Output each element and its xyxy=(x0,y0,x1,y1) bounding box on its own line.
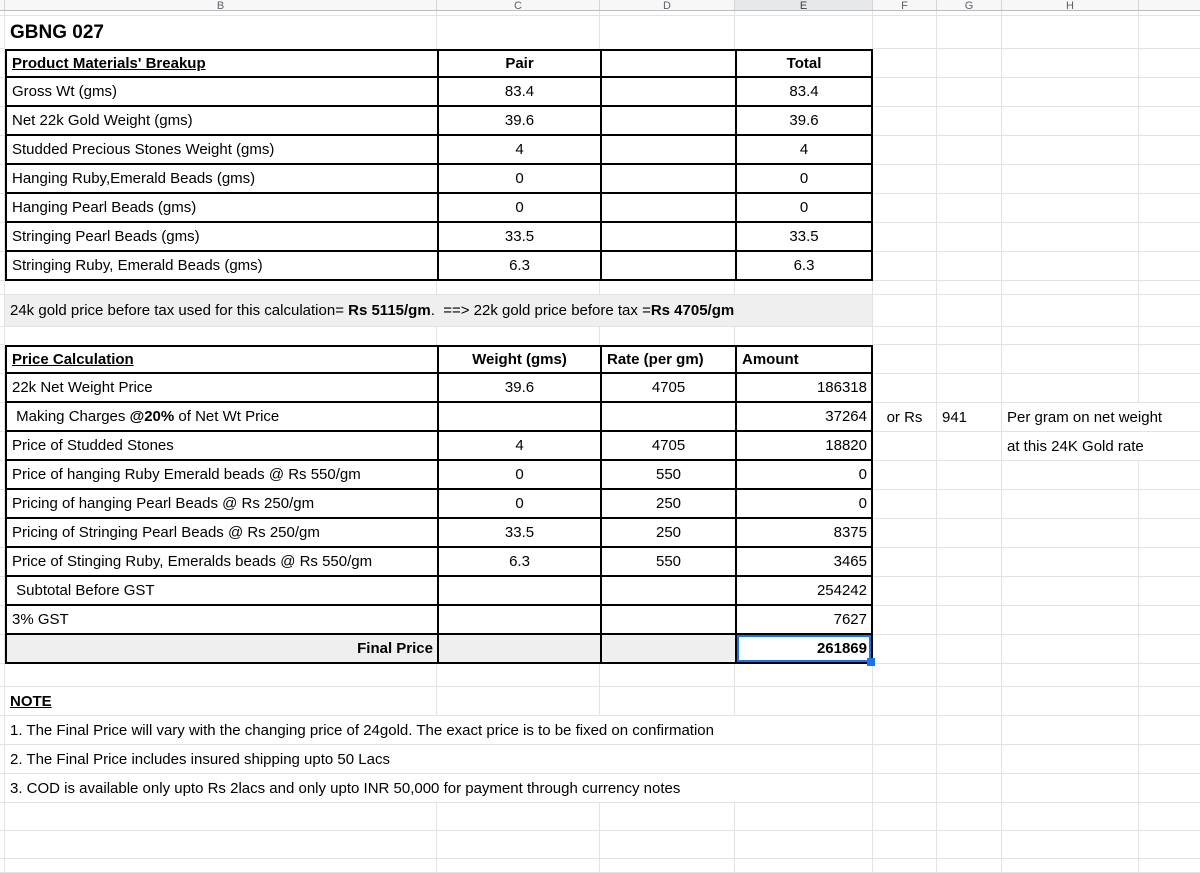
materials-col-pair[interactable]: Pair xyxy=(437,49,600,78)
materials-row xyxy=(0,194,1200,223)
empty-cell[interactable] xyxy=(873,859,937,873)
price-col-rate[interactable]: Rate (per gm) xyxy=(600,345,735,374)
materials-row xyxy=(0,78,1200,107)
price-row-amount[interactable]: 8375 xyxy=(735,519,873,548)
price-row-amount[interactable]: 18820 xyxy=(735,432,873,461)
side-note-line1[interactable]: Per gram on net weight xyxy=(1002,403,1200,432)
empty-cell[interactable] xyxy=(873,194,937,223)
empty-cell[interactable] xyxy=(1002,16,1139,49)
empty-cell[interactable] xyxy=(937,281,1002,295)
price-row-final xyxy=(0,635,1200,664)
price-col-amount[interactable]: Amount xyxy=(735,345,873,374)
final-price-amount-selected-cell[interactable] xyxy=(735,635,873,664)
price-row-weight[interactable]: 0 xyxy=(437,490,600,519)
materials-row-pair[interactable]: 6.3 xyxy=(437,252,600,281)
materials-row-total[interactable]: 83.4 xyxy=(735,78,873,107)
sheet-title-cell[interactable] xyxy=(5,16,437,49)
price-header-row xyxy=(0,345,1200,374)
empty-cell[interactable] xyxy=(1002,519,1139,548)
empty-cell[interactable] xyxy=(1002,859,1139,873)
gold-note-row xyxy=(0,295,1200,327)
empty-cell[interactable] xyxy=(873,548,937,577)
empty-cell[interactable] xyxy=(735,664,873,687)
empty-cell[interactable] xyxy=(600,859,735,873)
gold-price-note[interactable] xyxy=(5,295,873,327)
empty-cell[interactable] xyxy=(1002,745,1139,774)
empty-cell[interactable] xyxy=(1139,252,1200,281)
empty-cell[interactable] xyxy=(937,606,1002,635)
empty-cell[interactable] xyxy=(5,327,437,345)
materials-col-total[interactable]: Total xyxy=(735,49,873,78)
price-row-weight[interactable] xyxy=(437,403,600,432)
price-row-weight[interactable]: 33.5 xyxy=(437,519,600,548)
price-row xyxy=(0,432,1200,461)
materials-row xyxy=(0,223,1200,252)
empty-cell[interactable] xyxy=(937,327,1002,345)
empty-cell[interactable] xyxy=(873,461,937,490)
price-row-amount[interactable]: 0 xyxy=(735,461,873,490)
gold-note-part2: . ==> 22k gold price before tax = xyxy=(430,302,651,319)
empty-cell[interactable] xyxy=(873,664,937,687)
price-row xyxy=(0,461,1200,490)
empty-cell[interactable] xyxy=(873,136,937,165)
empty-cell[interactable] xyxy=(437,577,600,606)
price-row-rate[interactable]: 550 xyxy=(600,461,735,490)
empty-cell[interactable] xyxy=(1139,577,1200,606)
materials-row-pair[interactable]: 0 xyxy=(437,165,600,194)
materials-row-total[interactable]: 39.6 xyxy=(735,107,873,136)
empty-cell[interactable] xyxy=(600,635,735,664)
empty-cell[interactable] xyxy=(1139,635,1200,664)
empty-cell[interactable] xyxy=(1002,803,1139,831)
empty-cell[interactable] xyxy=(937,461,1002,490)
empty-cell[interactable] xyxy=(600,107,735,136)
empty-cell[interactable] xyxy=(1139,107,1200,136)
gold-note-22k-price: Rs 4705/gm xyxy=(650,302,735,319)
final-price-label[interactable]: Final Price xyxy=(5,635,437,664)
empty-cell[interactable] xyxy=(937,345,1002,374)
empty-cell[interactable] xyxy=(937,831,1002,859)
price-row-rate[interactable]: 4705 xyxy=(600,432,735,461)
price-row-rate[interactable] xyxy=(600,403,735,432)
price-row-weight[interactable]: 0 xyxy=(437,461,600,490)
empty-cell[interactable] xyxy=(437,16,600,49)
empty-cell[interactable] xyxy=(873,745,937,774)
empty-cell[interactable] xyxy=(1139,490,1200,519)
empty-cell[interactable] xyxy=(873,774,937,803)
empty-cell[interactable] xyxy=(5,803,437,831)
empty-cell[interactable] xyxy=(1002,774,1139,803)
empty-cell[interactable] xyxy=(437,635,600,664)
empty-row xyxy=(0,859,1200,873)
empty-cell[interactable] xyxy=(873,16,937,49)
empty-row xyxy=(0,664,1200,687)
empty-cell[interactable] xyxy=(735,281,873,295)
empty-cell[interactable] xyxy=(1139,78,1200,107)
empty-cell[interactable] xyxy=(1002,281,1139,295)
empty-cell[interactable] xyxy=(873,374,937,403)
note-row xyxy=(0,745,1200,774)
empty-cell[interactable] xyxy=(937,490,1002,519)
empty-cell[interactable] xyxy=(1002,687,1139,716)
empty-cell[interactable] xyxy=(873,490,937,519)
empty-cell[interactable] xyxy=(735,803,873,831)
price-row-amount[interactable]: 7627 xyxy=(735,606,873,635)
empty-cell[interactable] xyxy=(5,859,437,873)
price-row-label[interactable]: Price of Studded Stones xyxy=(5,432,437,461)
side-note-line2[interactable]: at this 24K Gold rate xyxy=(1002,432,1200,461)
materials-row-pair[interactable]: 83.4 xyxy=(437,78,600,107)
empty-cell[interactable] xyxy=(1139,716,1200,745)
empty-cell[interactable] xyxy=(735,327,873,345)
note-heading-row xyxy=(0,687,1200,716)
price-row-rate[interactable]: 550 xyxy=(600,548,735,577)
price-row xyxy=(0,519,1200,548)
empty-cell[interactable] xyxy=(1139,687,1200,716)
empty-row xyxy=(0,281,1200,295)
empty-cell[interactable] xyxy=(735,687,873,716)
empty-cell[interactable] xyxy=(873,295,937,327)
empty-cell[interactable] xyxy=(1002,165,1139,194)
price-row xyxy=(0,374,1200,403)
empty-cell[interactable] xyxy=(1002,606,1139,635)
materials-row-label[interactable]: Studded Precious Stones Weight (gms) xyxy=(5,136,437,165)
price-row-subtotal xyxy=(0,577,1200,606)
empty-cell[interactable] xyxy=(1139,374,1200,403)
materials-row-label[interactable]: Gross Wt (gms) xyxy=(5,78,437,107)
materials-header-row xyxy=(0,49,1200,78)
empty-row xyxy=(0,327,1200,345)
materials-row-total[interactable]: 0 xyxy=(735,194,873,223)
empty-cell[interactable] xyxy=(1002,295,1139,327)
price-row-label[interactable]: Pricing of hanging Pearl Beads @ Rs 250/gm xyxy=(5,490,437,519)
price-row-label[interactable]: 3% GST xyxy=(5,606,437,635)
column-header-E-selected[interactable]: E xyxy=(735,0,873,10)
empty-cell[interactable] xyxy=(437,831,600,859)
empty-cell[interactable] xyxy=(1139,745,1200,774)
empty-cell[interactable] xyxy=(873,606,937,635)
empty-cell[interactable] xyxy=(937,716,1002,745)
empty-cell[interactable] xyxy=(937,194,1002,223)
note-item[interactable]: 1. The Final Price will vary with the changing price of 24gold. The exact price is to be fixed on confirmation xyxy=(5,716,873,745)
empty-cell[interactable] xyxy=(873,519,937,548)
empty-cell[interactable] xyxy=(600,194,735,223)
empty-cell[interactable] xyxy=(1139,859,1200,873)
empty-cell[interactable] xyxy=(1002,327,1139,345)
empty-cell[interactable] xyxy=(5,664,437,687)
empty-cell[interactable] xyxy=(937,374,1002,403)
empty-cell[interactable] xyxy=(937,548,1002,577)
empty-cell[interactable] xyxy=(600,577,735,606)
empty-cell[interactable] xyxy=(1139,194,1200,223)
empty-cell[interactable] xyxy=(1002,78,1139,107)
materials-row-label[interactable]: Net 22k Gold Weight (gms) xyxy=(5,107,437,136)
column-header-H[interactable]: H xyxy=(1002,0,1139,10)
empty-cell[interactable] xyxy=(1002,49,1139,78)
empty-cell[interactable] xyxy=(873,78,937,107)
price-row-amount[interactable]: 186318 xyxy=(735,374,873,403)
empty-cell[interactable] xyxy=(937,519,1002,548)
empty-cell[interactable] xyxy=(937,223,1002,252)
empty-cell[interactable] xyxy=(937,745,1002,774)
materials-row-label[interactable]: Stringing Pearl Beads (gms) xyxy=(5,223,437,252)
empty-cell[interactable] xyxy=(937,803,1002,831)
empty-cell[interactable] xyxy=(937,136,1002,165)
empty-cell[interactable] xyxy=(873,223,937,252)
price-row-amount[interactable]: 254242 xyxy=(735,577,873,606)
empty-cell[interactable] xyxy=(937,165,1002,194)
materials-table-title[interactable]: Product Materials' Breakup xyxy=(5,49,437,78)
price-col-weight[interactable]: Weight (gms) xyxy=(437,345,600,374)
note-row xyxy=(0,716,1200,745)
empty-cell[interactable] xyxy=(873,432,937,461)
empty-cell[interactable] xyxy=(1139,831,1200,859)
empty-cell[interactable] xyxy=(1139,519,1200,548)
empty-cell[interactable] xyxy=(937,252,1002,281)
empty-cell[interactable] xyxy=(735,16,873,49)
materials-row xyxy=(0,136,1200,165)
empty-cell[interactable] xyxy=(937,107,1002,136)
materials-row-total[interactable]: 33.5 xyxy=(735,223,873,252)
empty-cell[interactable] xyxy=(600,803,735,831)
empty-cell[interactable] xyxy=(1002,345,1139,374)
empty-cell[interactable] xyxy=(1139,664,1200,687)
materials-row-pair[interactable]: 0 xyxy=(437,194,600,223)
empty-cell[interactable] xyxy=(937,49,1002,78)
empty-cell[interactable] xyxy=(5,831,437,859)
empty-cell[interactable] xyxy=(937,295,1002,327)
empty-cell[interactable] xyxy=(600,16,735,49)
empty-cell[interactable] xyxy=(735,831,873,859)
materials-row-total[interactable]: 0 xyxy=(735,165,873,194)
empty-cell[interactable] xyxy=(1139,165,1200,194)
empty-cell[interactable] xyxy=(437,687,600,716)
price-row-weight[interactable]: 4 xyxy=(437,432,600,461)
column-header-I[interactable] xyxy=(1139,0,1200,10)
empty-cell[interactable] xyxy=(1002,548,1139,577)
empty-cell[interactable] xyxy=(437,281,600,295)
empty-row xyxy=(0,831,1200,859)
empty-cell[interactable] xyxy=(873,281,937,295)
empty-cell[interactable] xyxy=(873,635,937,664)
empty-cell[interactable] xyxy=(600,606,735,635)
price-row-rate[interactable]: 4705 xyxy=(600,374,735,403)
empty-cell[interactable] xyxy=(937,78,1002,107)
empty-cell[interactable] xyxy=(1139,327,1200,345)
materials-row-label[interactable]: Hanging Pearl Beads (gms) xyxy=(5,194,437,223)
price-row-rate[interactable]: 250 xyxy=(600,490,735,519)
empty-cell[interactable] xyxy=(873,687,937,716)
empty-cell[interactable] xyxy=(1002,223,1139,252)
empty-cell[interactable] xyxy=(437,664,600,687)
empty-cell[interactable] xyxy=(1139,606,1200,635)
price-row-label[interactable]: Making Charges @20% of Net Wt Price xyxy=(5,403,437,432)
fill-handle[interactable] xyxy=(867,658,875,666)
empty-row xyxy=(0,803,1200,831)
empty-cell[interactable] xyxy=(873,165,937,194)
or-rs-cell[interactable]: or Rs xyxy=(873,403,937,432)
price-row-label[interactable]: Price of hanging Ruby Emerald beads @ Rs 550/gm xyxy=(5,461,437,490)
price-row-label[interactable]: Price of Stinging Ruby, Emeralds beads @ Rs 550/gm xyxy=(5,548,437,577)
empty-cell[interactable] xyxy=(1139,281,1200,295)
empty-cell[interactable] xyxy=(437,327,600,345)
empty-cell[interactable] xyxy=(437,859,600,873)
column-header-C[interactable]: C xyxy=(437,0,600,10)
gold-note-part1: 24k gold price before tax used for this calculation= xyxy=(10,302,349,319)
empty-cell[interactable] xyxy=(1139,136,1200,165)
price-row-amount[interactable]: 37264 xyxy=(735,403,873,432)
empty-cell[interactable] xyxy=(937,774,1002,803)
empty-cell[interactable] xyxy=(600,252,735,281)
empty-cell[interactable] xyxy=(1002,252,1139,281)
materials-row-label[interactable]: Stringing Ruby, Emerald Beads (gms) xyxy=(5,252,437,281)
empty-cell[interactable] xyxy=(873,577,937,606)
empty-cell[interactable] xyxy=(937,577,1002,606)
empty-cell[interactable] xyxy=(1139,548,1200,577)
empty-cell[interactable] xyxy=(1139,345,1200,374)
empty-cell[interactable] xyxy=(735,859,873,873)
price-row-amount[interactable]: 0 xyxy=(735,490,873,519)
empty-cell[interactable] xyxy=(1139,223,1200,252)
price-row xyxy=(0,548,1200,577)
price-row-making-charges xyxy=(0,403,1200,432)
empty-cell[interactable] xyxy=(937,16,1002,49)
title-row xyxy=(0,16,1200,49)
gold-note-24k-price: Rs 5115/gm xyxy=(348,302,431,319)
empty-cell[interactable] xyxy=(437,606,600,635)
price-row-weight[interactable]: 6.3 xyxy=(437,548,600,577)
empty-cell[interactable] xyxy=(1002,577,1139,606)
page-title: GBNG 027 xyxy=(10,21,104,43)
empty-cell[interactable] xyxy=(873,803,937,831)
note-item[interactable]: 3. COD is available only upto Rs 2lacs and only upto INR 50,000 for payment through currency notes xyxy=(5,774,873,803)
empty-cell[interactable] xyxy=(937,687,1002,716)
column-header-B[interactable]: B xyxy=(5,0,437,10)
price-row xyxy=(0,490,1200,519)
note-row xyxy=(0,774,1200,803)
column-header-F[interactable]: F xyxy=(873,0,937,10)
empty-cell[interactable] xyxy=(600,687,735,716)
empty-cell[interactable] xyxy=(1002,490,1139,519)
empty-cell[interactable] xyxy=(937,664,1002,687)
materials-row xyxy=(0,252,1200,281)
empty-cell[interactable] xyxy=(600,831,735,859)
materials-row-total[interactable]: 4 xyxy=(735,136,873,165)
empty-cell[interactable] xyxy=(1139,295,1200,327)
empty-cell[interactable] xyxy=(5,281,437,295)
column-header-strip xyxy=(0,0,1200,11)
materials-row-pair[interactable]: 4 xyxy=(437,136,600,165)
empty-cell[interactable] xyxy=(1139,774,1200,803)
empty-cell[interactable] xyxy=(1002,461,1139,490)
empty-cell[interactable] xyxy=(1002,194,1139,223)
price-row-label[interactable]: Subtotal Before GST xyxy=(5,577,437,606)
column-header-D[interactable]: D xyxy=(600,0,735,10)
empty-cell[interactable] xyxy=(600,327,735,345)
price-row-label[interactable]: Pricing of Stringing Pearl Beads @ Rs 250/gm xyxy=(5,519,437,548)
empty-cell[interactable] xyxy=(873,49,937,78)
price-table-title[interactable]: Price Calculation xyxy=(5,345,437,374)
empty-cell[interactable] xyxy=(937,859,1002,873)
empty-cell[interactable] xyxy=(873,327,937,345)
empty-cell[interactable] xyxy=(1002,664,1139,687)
empty-cell[interactable] xyxy=(437,803,600,831)
empty-cell[interactable] xyxy=(1002,107,1139,136)
empty-cell[interactable] xyxy=(1139,49,1200,78)
empty-cell[interactable] xyxy=(600,664,735,687)
price-row-amount[interactable]: 3465 xyxy=(735,548,873,577)
empty-cell[interactable] xyxy=(1139,16,1200,49)
materials-row-pair[interactable]: 39.6 xyxy=(437,107,600,136)
empty-cell[interactable] xyxy=(1002,831,1139,859)
materials-row xyxy=(0,165,1200,194)
materials-row-label[interactable]: Hanging Ruby,Emerald Beads (gms) xyxy=(5,165,437,194)
empty-cell[interactable] xyxy=(600,49,735,78)
empty-cell[interactable] xyxy=(600,78,735,107)
empty-cell[interactable] xyxy=(600,165,735,194)
materials-row xyxy=(0,107,1200,136)
empty-cell[interactable] xyxy=(1002,374,1139,403)
empty-cell[interactable] xyxy=(873,345,937,374)
note-heading[interactable]: NOTE xyxy=(5,687,437,716)
empty-cell[interactable] xyxy=(1139,461,1200,490)
materials-row-total[interactable]: 6.3 xyxy=(735,252,873,281)
empty-cell[interactable] xyxy=(873,831,937,859)
price-row-weight[interactable]: 39.6 xyxy=(437,374,600,403)
price-row-label[interactable]: 22k Net Weight Price xyxy=(5,374,437,403)
price-row-rate[interactable]: 250 xyxy=(600,519,735,548)
column-header-G[interactable]: G xyxy=(937,0,1002,10)
empty-cell[interactable] xyxy=(873,252,937,281)
empty-cell[interactable] xyxy=(937,635,1002,664)
empty-cell[interactable] xyxy=(1002,635,1139,664)
empty-cell[interactable] xyxy=(1139,803,1200,831)
empty-cell[interactable] xyxy=(1002,716,1139,745)
empty-cell[interactable] xyxy=(873,716,937,745)
empty-cell[interactable] xyxy=(600,136,735,165)
note-item[interactable]: 2. The Final Price includes insured shipping upto 50 Lacs xyxy=(5,745,873,774)
final-price-value: 261869 xyxy=(816,640,867,657)
empty-cell[interactable] xyxy=(873,107,937,136)
per-gram-value-cell[interactable]: 941 xyxy=(937,403,1002,432)
empty-cell[interactable] xyxy=(937,432,1002,461)
empty-cell[interactable] xyxy=(600,223,735,252)
empty-cell[interactable] xyxy=(1002,136,1139,165)
price-row-gst xyxy=(0,606,1200,635)
empty-cell[interactable] xyxy=(600,281,735,295)
materials-row-pair[interactable]: 33.5 xyxy=(437,223,600,252)
